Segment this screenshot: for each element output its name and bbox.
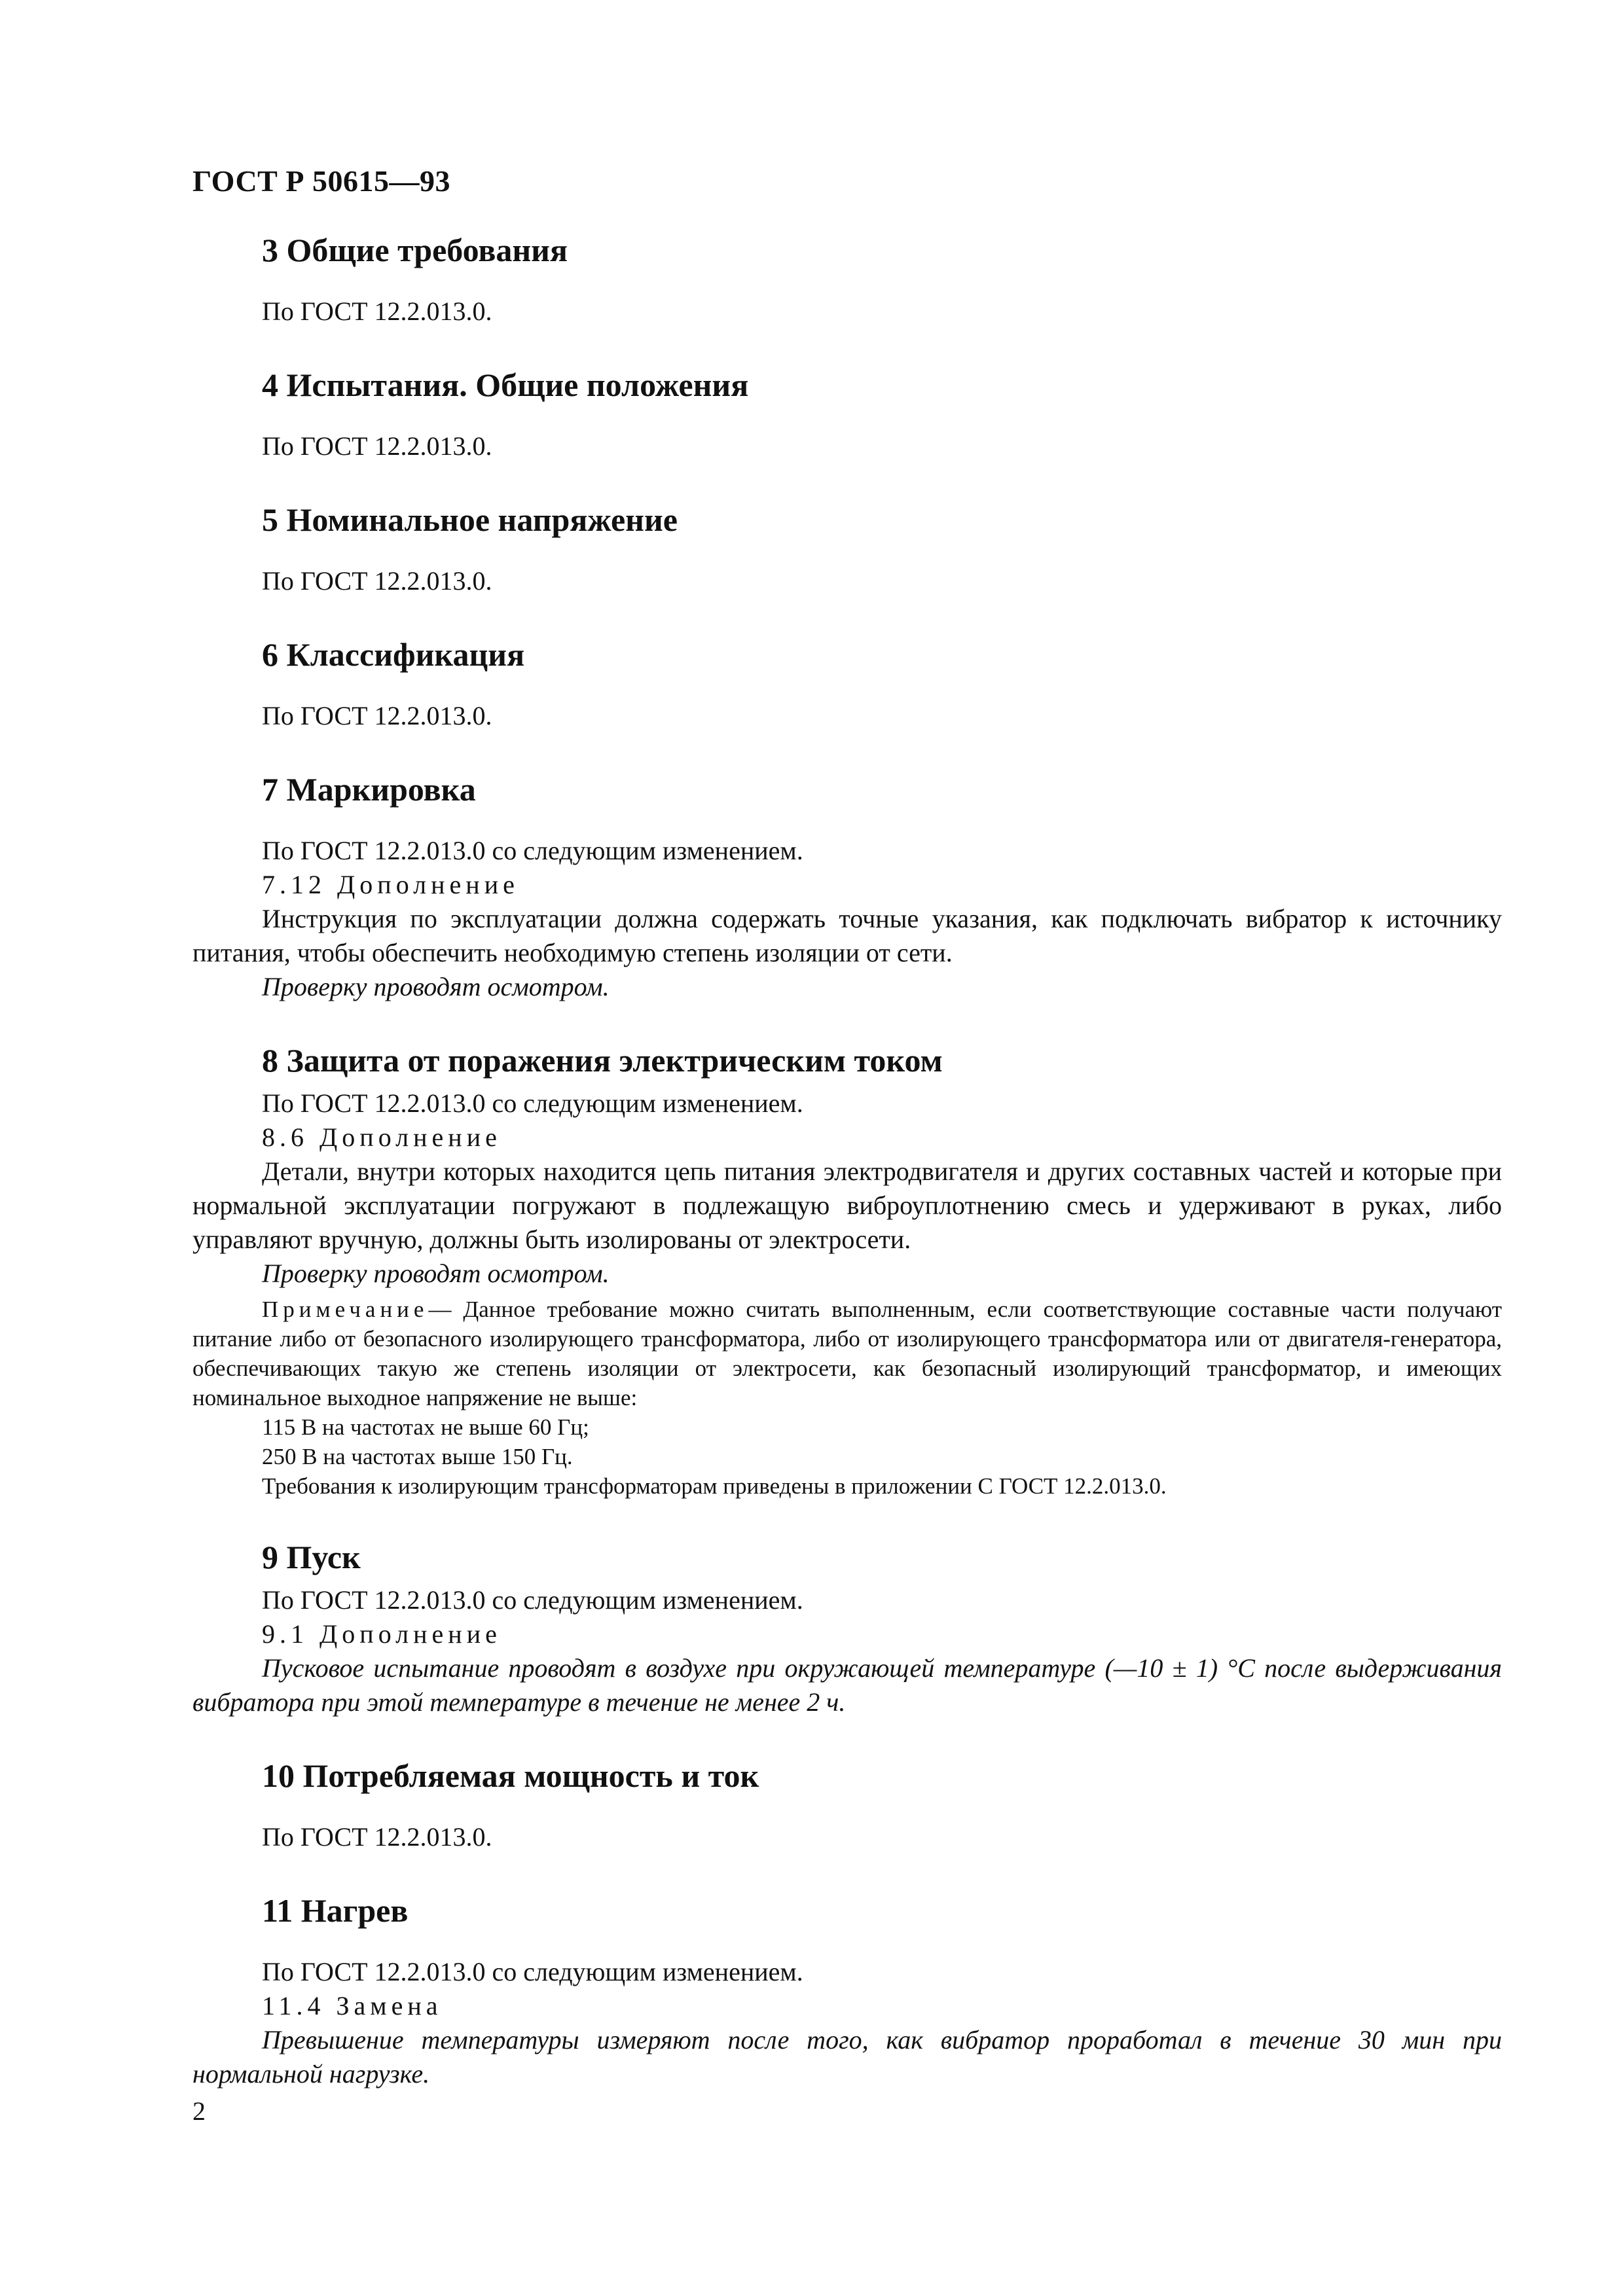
section-body: По ГОСТ 12.2.013.0. xyxy=(262,1822,492,1852)
clause-heading: 11.4 Замена xyxy=(262,1991,443,2020)
note-item: 250 В на частотах выше 150 Гц. xyxy=(262,1444,573,1469)
clause-heading: 7.12 Дополнение xyxy=(262,870,519,899)
section-title: 11 Нагрев xyxy=(262,1892,409,1929)
section-8 xyxy=(192,1041,1502,1501)
section-title: 3 Общие требования xyxy=(262,232,568,268)
section-title: 9 Пуск xyxy=(262,1539,361,1575)
section-body: По ГОСТ 12.2.013.0. xyxy=(262,296,492,326)
section-title: 7 Маркировка xyxy=(262,771,476,808)
section-body: По ГОСТ 12.2.013.0. xyxy=(262,566,492,596)
section-7 xyxy=(192,770,1502,1004)
clause-text: Детали, внутри которых находится цепь питания электродвигателя и других составных частей и которые при нормальной эксплуатации погружают в подлежащую виброуплотнению смесь и удерживают в руках, либо управляют вручную, должны быть изолированы от электросети. xyxy=(192,1157,1502,1254)
section-body: По ГОСТ 12.2.013.0 со следующим изменением. xyxy=(262,1088,803,1118)
section-11 xyxy=(192,1891,1502,2091)
clause-text: Превышение температуры измеряют после того, как вибратор проработал в течение 30 мин при нормальной нагрузке. xyxy=(192,2025,1502,2089)
check-statement: Проверку проводят осмотром. xyxy=(262,1259,610,1288)
section-title: 10 Потребляемая мощность и ток xyxy=(262,1757,759,1794)
note-text: — Данное требование можно считать выполненным, если соответствующие составные части получают питание либо от безопасного изолирующего трансформатора, либо от изолирующего трансформатора или от двигателя-генератора, обеспечивающих такую же степень изоляции от электросети, как безопасный изолирующий трансформатор, и имеющих номинальное выходное напряжение не выше: xyxy=(192,1297,1502,1410)
section-10 xyxy=(192,1756,1502,1854)
section-title: 5 Номинальное напряжение xyxy=(262,501,678,538)
section-4 xyxy=(192,365,1502,463)
clause-text: Пусковое испытание проводят в воздухе при окружающей температуре (—10 ± 1) °С после выдерживания вибратора при этой температуре в течение не менее 2 ч. xyxy=(192,1653,1502,1717)
section-title: 4 Испытания. Общие положения xyxy=(262,367,749,403)
note-reference: Требования к изолирующим трансформаторам приведены в приложении С ГОСТ 12.2.013.0. xyxy=(262,1473,1167,1499)
section-body: По ГОСТ 12.2.013.0 со следующим изменением. xyxy=(262,1957,803,1986)
section-9 xyxy=(192,1537,1502,1719)
clause-heading: 9.1 Дополнение xyxy=(262,1619,501,1649)
section-title: 6 Классификация xyxy=(262,636,525,673)
clause-heading: 8.6 Дополнение xyxy=(262,1122,501,1152)
section-body: По ГОСТ 12.2.013.0 со следующим изменением. xyxy=(262,836,803,865)
section-title: 8 Защита от поражения электрическим током xyxy=(262,1042,943,1079)
section-5 xyxy=(192,500,1502,598)
note-item: 115 В на частотах не выше 60 Гц; xyxy=(262,1414,589,1440)
section-body: По ГОСТ 12.2.013.0. xyxy=(262,701,492,730)
section-6 xyxy=(192,635,1502,733)
page-number: 2 xyxy=(192,2096,206,2126)
clause-text: Инструкция по эксплуатации должна содержать точные указания, как подключать вибратор к источнику питания, чтобы обеспечить необходимую степень изоляции от сети. xyxy=(192,904,1502,967)
section-3 xyxy=(192,230,1502,329)
note-label: Примечание xyxy=(262,1297,429,1322)
document-header: ГОСТ Р 50615—93 xyxy=(192,164,450,198)
section-body: По ГОСТ 12.2.013.0 со следующим изменением. xyxy=(262,1585,803,1615)
document-body xyxy=(192,230,1502,2091)
note-paragraph xyxy=(192,1295,1502,1412)
check-statement: Проверку проводят осмотром. xyxy=(262,972,610,1001)
section-body: По ГОСТ 12.2.013.0. xyxy=(262,431,492,461)
